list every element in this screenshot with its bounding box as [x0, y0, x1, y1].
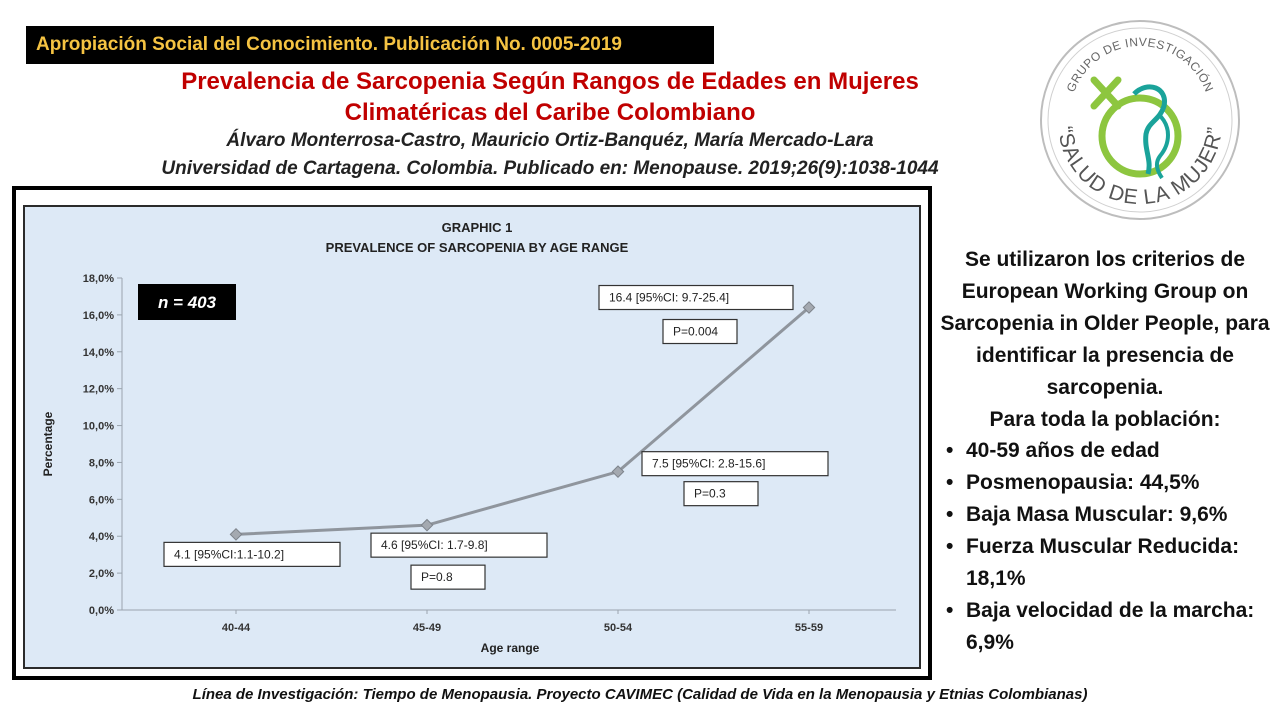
y-tick-label: 8,0%	[88, 457, 114, 470]
y-tick-label: 18,0%	[82, 273, 114, 285]
list-item-text: Baja Masa Muscular: 9,6%	[966, 503, 1228, 526]
list-item-text: Posmenopausia: 44,5%	[966, 471, 1200, 494]
bullet-icon: •	[946, 599, 954, 622]
methods-panel	[938, 244, 1272, 436]
author-affiliation: Universidad de Cartagena. Colombia. Publicado en: Menopause. 2019;26(9):1038-1044	[161, 158, 939, 179]
author-names: Álvaro Monterrosa-Castro, Mauricio Ortiz-Banquéz, María Mercado-Lara	[226, 130, 874, 151]
research-group-logo	[1036, 18, 1244, 222]
ci-annotation-text: 16.4 [95%CI: 9.7-25.4]	[609, 290, 730, 305]
x-tick-label: 55-59	[794, 622, 824, 634]
publication-banner: Apropiación Social del Conocimiento. Publicación No. 0005-2019	[26, 26, 714, 64]
authors-block	[70, 127, 1030, 183]
y-tick-label: 0,0%	[88, 605, 114, 617]
list-item	[946, 435, 1276, 467]
methods-subheading: Para toda la población:	[989, 408, 1221, 431]
title-line-2: Climatéricas del Caribe Colombiano	[344, 99, 756, 126]
chart-canvas	[16, 190, 928, 676]
chart-frame	[12, 186, 932, 680]
y-tick-label: 16,0%	[82, 309, 114, 322]
p-value-text: P=0.004	[673, 324, 719, 339]
y-tick-label: 6,0%	[88, 494, 114, 507]
plot-background	[24, 206, 920, 668]
methods-paragraph: Se utilizaron los criterios de European Working Group on Sarcopenia in Older People, para identificar la presencia de sarcopenia.	[940, 248, 1270, 399]
bullet-icon: •	[946, 471, 954, 494]
chart-title: GRAPHIC 1	[441, 220, 513, 235]
p-value-text: P=0.3	[694, 486, 726, 501]
list-item-text: Fuerza Muscular Reducida: 18,1%	[966, 535, 1240, 590]
y-tick-label: 2,0%	[88, 568, 114, 581]
y-tick-label: 14,0%	[82, 346, 114, 359]
title-line-1: Prevalencia de Sarcopenia Según Rangos de Edades en Mujeres	[181, 68, 919, 95]
ci-annotation-text: 4.1 [95%CI:1.1-10.2]	[174, 547, 285, 562]
list-item	[946, 499, 1276, 531]
bullet-icon: •	[946, 503, 954, 526]
logo-top-text: GRUPO DE INVESTIGACIÓN	[1063, 34, 1217, 95]
p-value-text: P=0.8	[421, 570, 453, 585]
ci-annotation-text: 4.6 [95%CI: 1.7-9.8]	[381, 538, 488, 553]
x-tick-label: 40-44	[221, 622, 251, 634]
chart-subtitle: PREVALENCE OF SARCOPENIA BY AGE RANGE	[325, 240, 629, 255]
list-item	[946, 467, 1276, 499]
y-tick-label: 4,0%	[88, 531, 114, 544]
list-item	[946, 595, 1276, 659]
findings-list	[946, 435, 1276, 659]
y-axis-label: Percentage	[41, 411, 55, 477]
x-tick-label: 45-49	[412, 622, 442, 634]
bullet-icon: •	[946, 439, 954, 462]
x-tick-label: 50-54	[603, 622, 633, 634]
sarcopenia-line-chart	[16, 190, 928, 676]
list-item-text: 40-59 años de edad	[966, 439, 1160, 462]
y-tick-label: 12,0%	[82, 383, 114, 396]
x-axis-label: Age range	[480, 641, 540, 655]
y-tick-label: 10,0%	[82, 420, 114, 433]
list-item	[946, 531, 1276, 595]
logo-inner-ring	[1048, 28, 1232, 212]
ci-annotation-text: 7.5 [95%CI: 2.8-15.6]	[652, 456, 766, 471]
bullet-icon: •	[946, 535, 954, 558]
list-item-text: Baja velocidad de la marcha: 6,9%	[966, 599, 1255, 654]
page-title	[70, 66, 1030, 128]
logo-bottom-text: “SALUD DE LA MUJER”	[1053, 125, 1227, 210]
footer-note: Línea de Investigación: Tiempo de Menopausia. Proyecto CAVIMEC (Calidad de Vida en la Menopausia y Etnias Colombianas)	[192, 686, 1088, 703]
sample-size-label: n = 403	[157, 293, 217, 312]
